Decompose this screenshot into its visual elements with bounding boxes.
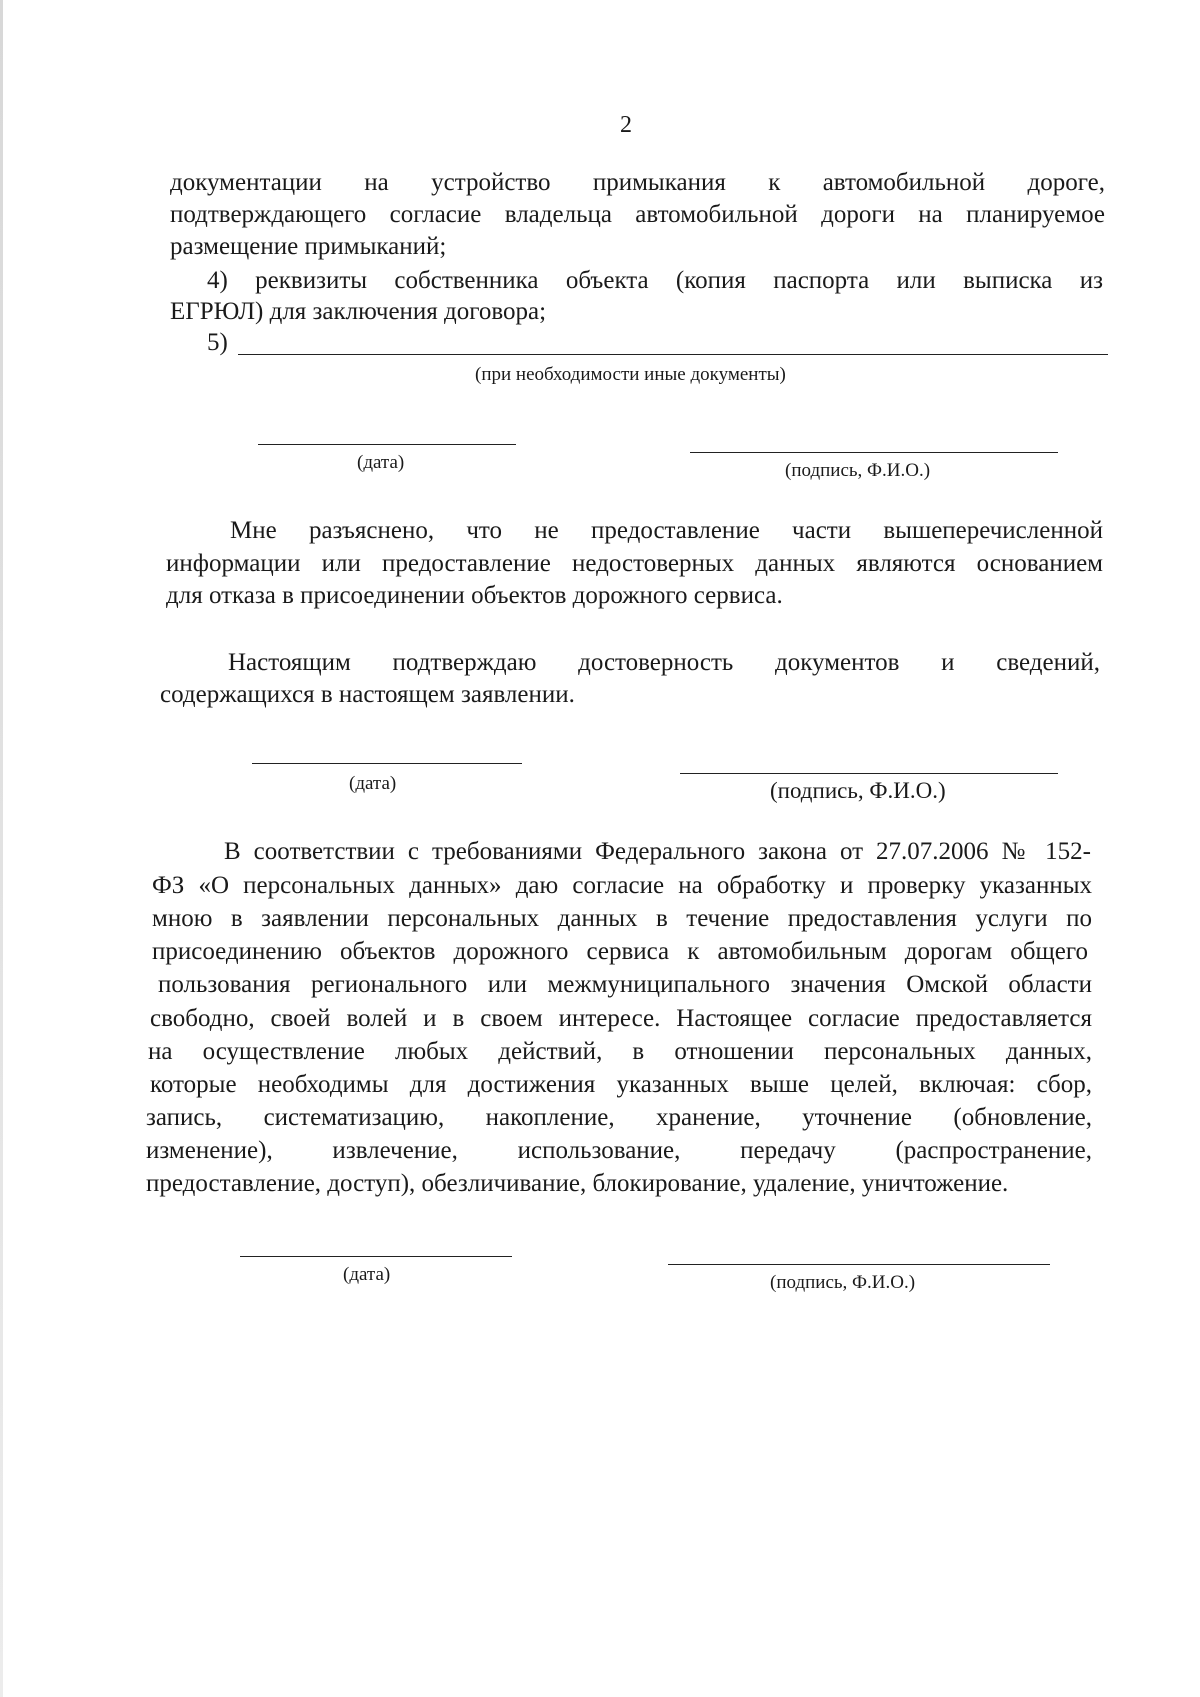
date-caption: (дата) [343,1264,391,1285]
paragraph-line: Настоящим подтверждаю достоверность документов и сведений, [228,649,1100,676]
date-line [240,1256,512,1257]
signature-line [690,452,1058,453]
consent-line: свободно, своей волей и в своем интересе. Настоящее согласие предоставляется [150,1005,1092,1032]
consent-line: запись, систематизацию, накопление, хранение, уточнение (обновление, [146,1104,1092,1131]
consent-line: на осуществление любых действий, в отношении персональных данных, [148,1038,1092,1065]
date-caption: (дата) [349,773,397,794]
list-item-4-cont: ЕГРЮЛ) для заключения договора; [170,298,547,325]
consent-line: предоставление, доступ), обезличивание, блокирование, удаление, уничтожение. [146,1170,1009,1197]
paragraph-line: Мне разъяснено, что не предоставление части вышеперечисленной [230,517,1103,544]
paragraph-line: информации или предоставление недостоверных данных являются основанием [166,550,1103,577]
list-item-5-number: 5) [207,329,228,356]
page-number: 2 [620,112,632,138]
signature-caption: (подпись, Ф.И.О.) [785,460,931,481]
paragraph-line: документации на устройство примыкания к автомобильной дороге, [170,169,1105,196]
consent-line: которые необходимы для достижения указанных выше целей, включая: сбор, [150,1071,1092,1098]
signature-caption: (подпись, Ф.И.О.) [770,778,946,803]
paragraph-line: подтверждающего согласие владельца автомобильной дороги на планируемое [170,201,1105,228]
signature-line [668,1264,1050,1265]
item5-caption: (при необходимости иные документы) [475,364,786,385]
consent-line: изменение), извлечение, использование, передачу (распространение, [146,1137,1092,1164]
consent-line: мною в заявлении персональных данных в течение предоставления услуги по [152,905,1092,932]
consent-line: пользования регионального или межмуниципального значения Омской области [158,971,1092,998]
paragraph-line: для отказа в присоединении объектов дорожного сервиса. [166,582,783,609]
consent-line: В соответствии с требованиями Федерального закона от 27.07.2006 № 152- [224,838,1091,865]
signature-line [680,773,1058,774]
date-line [258,444,516,445]
consent-line: ФЗ «О персональных данных» даю согласие на обработку и проверку указанных [152,872,1092,899]
date-line [252,763,522,764]
item5-fill-line [238,354,1108,355]
date-caption: (дата) [357,452,405,473]
list-item-4: 4) реквизиты собственника объекта (копия паспорта или выписка из [207,267,1103,294]
signature-caption: (подпись, Ф.И.О.) [770,1272,916,1293]
paragraph-line: размещение примыканий; [170,233,447,260]
paragraph-line: содержащихся в настоящем заявлении. [160,681,575,708]
scan-edge [0,0,3,1697]
consent-line: присоединению объектов дорожного сервиса к автомобильным дорогам общего [152,938,1088,965]
